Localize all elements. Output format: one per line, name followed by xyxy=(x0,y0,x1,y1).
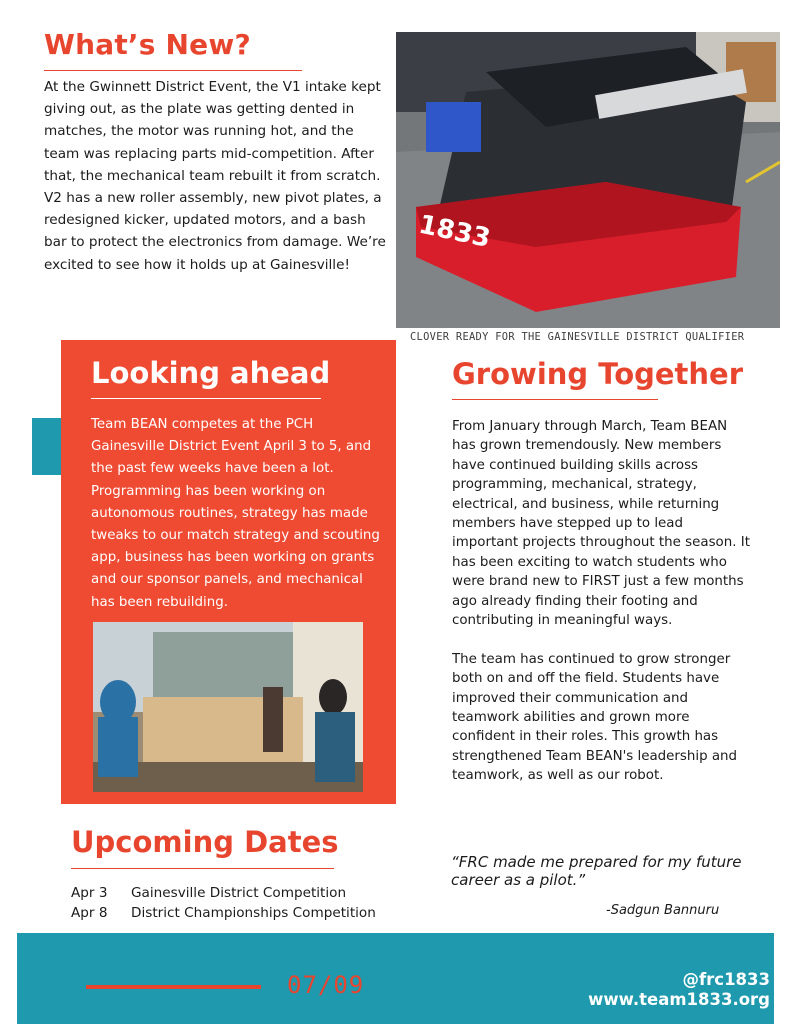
growing-together-paragraph-1: From January through March, Team BEAN has grown tremendously. New members have continued building skills across programming, mechanical, strategy, electrical, and business, while returning members have stepped up to lead important projects throughout the season. It has been exciting to watch students who were brand new to FIRST just a few months ago already finding their footing and contributing in meaningful ways. xyxy=(452,419,750,629)
looking-ahead-paragraph: Team BEAN competes at the PCH Gainesville District Event April 3 to 5, and the past few weeks have been a lot. Programming has been working on autonomous routines, strategy has made tweaks to our match strategy and scouting app, business has been working on grants and our sponsor panels, and mechanical has been rebuilding. xyxy=(91,417,380,610)
growing-together-underline xyxy=(452,399,658,400)
whats-new-underline xyxy=(44,70,302,71)
growing-together-paragraph-2: The team has continued to grow stronger both on and off the field. Students have improved their communication and teamwork abilities and grown more confident in their roles. This growth has strengthened Team BEAN's leadership and teamwork, as well as our robot. xyxy=(452,651,738,784)
growing-together-text xyxy=(452,417,752,805)
event-date: Apr 3 xyxy=(71,885,108,901)
quote-text: “FRC made me prepared for my future career as a pilot.” xyxy=(451,853,742,889)
website-link[interactable]: www.team1833.org xyxy=(588,990,770,1009)
robot-photo xyxy=(396,32,780,328)
whats-new-paragraph: At the Gwinnett District Event, the V1 intake kept giving out, as the plate was getting dented in matches, the motor was running hot, and the team was replacing parts mid-competition. After that, the mechanical team rebuilt it from scratch. V2 has a new roller assembly, new pivot plates, a redesigned kicker, updated motors, and a bash bar to protect the electronics from damage. We’re excited to see how it holds up at Gainesville! xyxy=(44,79,386,273)
list-item xyxy=(71,884,376,904)
page-number: 07/09 xyxy=(287,971,365,999)
growing-together-heading: Growing Together xyxy=(452,357,744,391)
event-name: Gainesville District Competition xyxy=(131,885,347,901)
footer-contact xyxy=(588,970,770,1010)
quote-author: -Sadgun Bannuru xyxy=(606,903,720,918)
team-illustration xyxy=(93,622,363,792)
list-item xyxy=(71,904,376,924)
social-handle[interactable]: @frc1833 xyxy=(682,970,770,989)
photo-caption: CLOVER READY FOR THE GAINESVILLE DISTRICT QUALIFIER xyxy=(410,331,745,343)
looking-ahead-underline xyxy=(91,398,321,399)
event-date: Apr 8 xyxy=(71,904,108,921)
upcoming-dates-heading: Upcoming Dates xyxy=(71,825,339,859)
bumper-number: 1833 xyxy=(416,209,494,255)
event-name: District Championships Competition xyxy=(131,904,376,921)
looking-ahead-heading: Looking ahead xyxy=(91,356,331,390)
whats-new-heading: What’s New? xyxy=(44,28,251,61)
team-photo xyxy=(93,622,363,792)
upcoming-dates-underline xyxy=(71,868,334,869)
upcoming-dates-list xyxy=(71,884,376,923)
robot-illustration xyxy=(396,32,780,328)
footer-accent-line xyxy=(86,985,261,989)
